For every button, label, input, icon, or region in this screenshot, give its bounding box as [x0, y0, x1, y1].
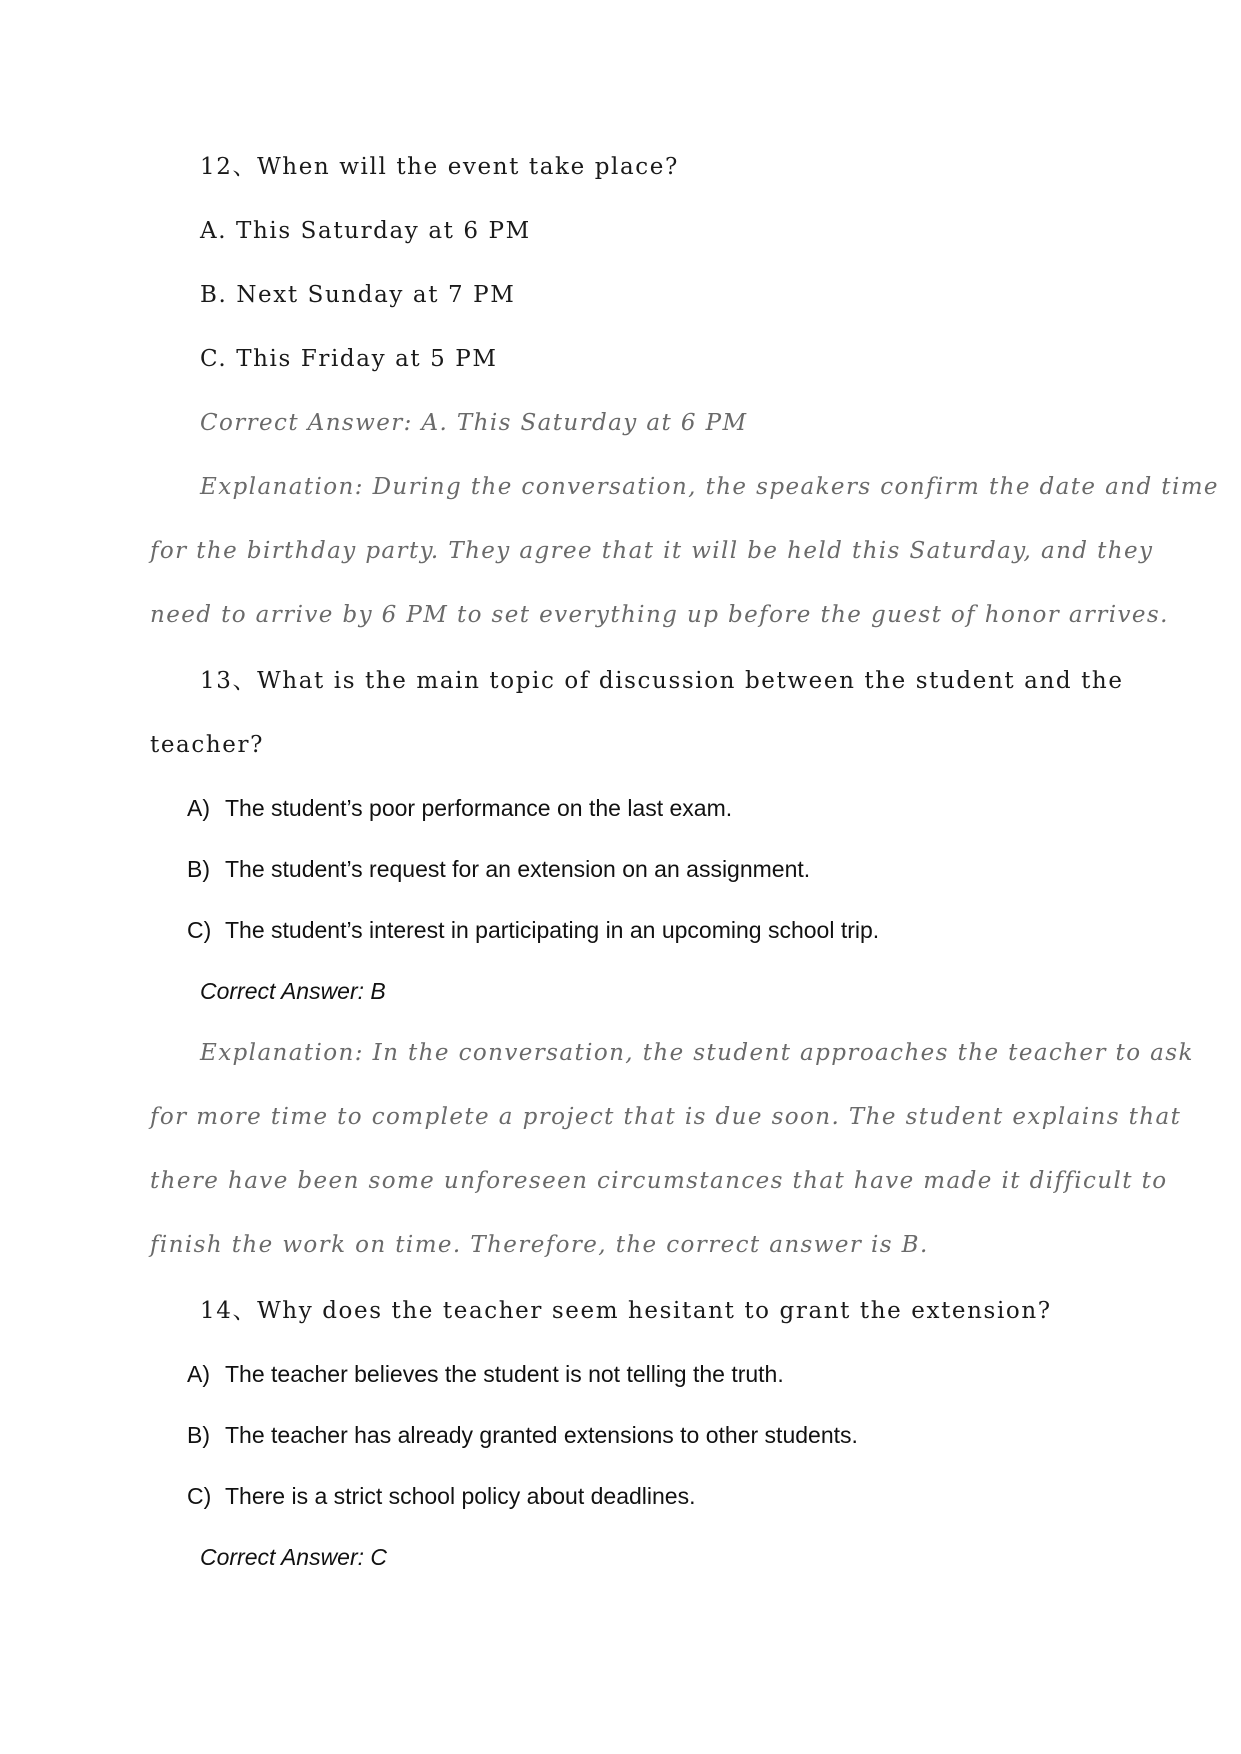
q13-option-c-text: The student’s interest in participating in an upcoming school trip.	[225, 917, 880, 943]
q14-option-c-letter: C)	[187, 1483, 212, 1509]
q14-option-a-text: The teacher believes the student is not telling the truth.	[225, 1361, 784, 1387]
q14-correct-answer: Correct Answer: C	[200, 1544, 388, 1570]
q13-option-a	[187, 797, 1087, 825]
q13-option-a-letter: A)	[187, 795, 210, 821]
q12-explanation-line-2: for the birthday party. They agree that it will be held this Saturday, and they	[150, 538, 1154, 564]
q13-option-b-letter: B)	[187, 856, 210, 882]
q13-option-c	[187, 919, 1087, 947]
q14-option-c-text: There is a strict school policy about deadlines.	[225, 1483, 696, 1509]
q14-option-c	[187, 1485, 1087, 1513]
q12-option-b: B. Next Sunday at 7 PM	[200, 282, 516, 308]
q12-explanation-line-1: Explanation: During the conversation, the speakers confirm the date and time	[200, 474, 1219, 500]
q12-explanation-line-3: need to arrive by 6 PM to set everything up before the guest of honor arrives.	[150, 602, 1169, 628]
q14-option-b-text: The teacher has already granted extensions to other students.	[225, 1422, 858, 1448]
q13-correct-answer: Correct Answer: B	[200, 978, 386, 1004]
q13-explanation-line-1: Explanation: In the conversation, the student approaches the teacher to ask	[200, 1040, 1194, 1066]
question-12: 12、When will the event take place?	[200, 154, 679, 180]
q13-explanation-line-4: finish the work on time. Therefore, the correct answer is B.	[150, 1232, 929, 1258]
q13-option-b-text: The student’s request for an extension on an assignment.	[225, 856, 811, 882]
q14-option-b-letter: B)	[187, 1422, 210, 1448]
q13-option-b	[187, 858, 1087, 886]
question-13-line-1: 13、What is the main topic of discussion between the student and the	[200, 668, 1124, 694]
q13-explanation-line-2: for more time to complete a project that is due soon. The student explains that	[150, 1104, 1182, 1130]
q13-explanation-line-3: there have been some unforeseen circumstances that have made it difficult to	[150, 1168, 1168, 1194]
question-13-line-2: teacher?	[150, 732, 264, 758]
q12-correct-answer: Correct Answer: A. This Saturday at 6 PM	[200, 410, 748, 436]
q12-option-a: A. This Saturday at 6 PM	[200, 218, 531, 244]
q14-option-b	[187, 1424, 1087, 1452]
q14-option-a	[187, 1363, 1087, 1391]
q12-option-c: C. This Friday at 5 PM	[200, 346, 498, 372]
q13-option-c-letter: C)	[187, 917, 212, 943]
question-14: 14、Why does the teacher seem hesitant to grant the extension?	[200, 1298, 1052, 1324]
q14-option-a-letter: A)	[187, 1361, 210, 1387]
q13-option-a-text: The student’s poor performance on the last exam.	[225, 795, 733, 821]
